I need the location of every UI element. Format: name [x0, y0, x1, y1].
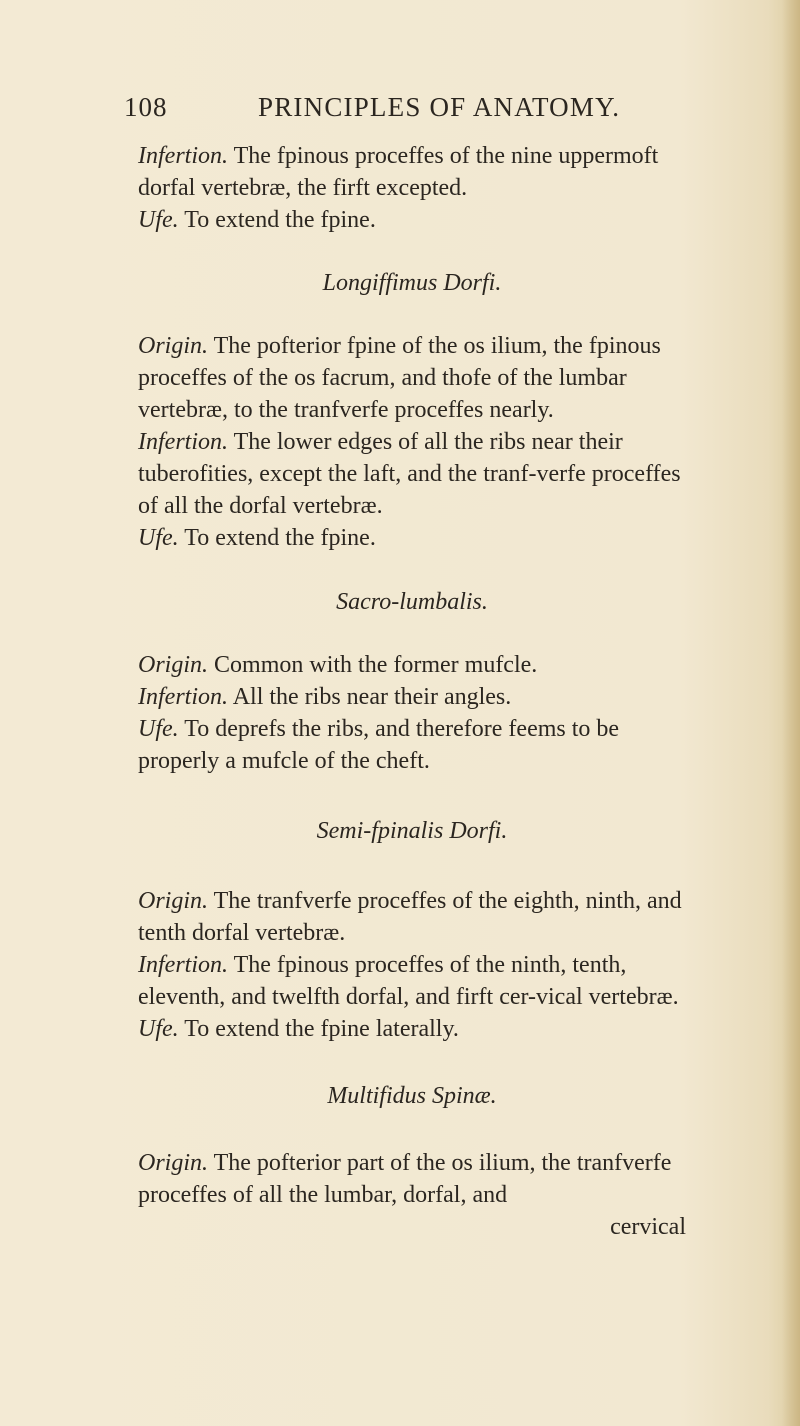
use-label: Ufe.: [138, 525, 179, 551]
origin-text: The pofterior fpine of the os ilium, the fpinous proceffes of the os facrum, and thofe of the lumbar vertebræ, to the tranfverfe proceffes nearly.: [138, 333, 661, 423]
use-paragraph: [138, 713, 686, 777]
section-heading: Multifidus Spinæ.: [327, 1083, 497, 1109]
section-heading: Sacro-lumbalis.: [336, 589, 488, 615]
insertion-paragraph: [138, 426, 686, 522]
use-text: To deprefs the ribs, and therefore feems to be properly a mufcle of the cheft.: [138, 716, 620, 774]
use-text: To extend the fpine.: [184, 207, 376, 233]
insertion-text: All the ribs near their angles.: [232, 684, 512, 710]
origin-text: The tranfverfe proceffes of the eighth, ninth, and tenth dorfal vertebræ.: [138, 888, 682, 946]
insertion-label: Infertion.: [138, 684, 228, 710]
origin-label: Origin.: [138, 888, 209, 914]
origin-paragraph: [138, 649, 686, 681]
use-text: To extend the fpine.: [184, 525, 376, 551]
use-paragraph: [138, 1013, 686, 1045]
origin-text: Common with the former mufcle.: [214, 652, 538, 678]
origin-paragraph: [138, 1147, 686, 1211]
insertion-label: Infertion.: [138, 429, 228, 455]
use-label: Ufe.: [138, 207, 179, 233]
insertion-label: Infertion.: [138, 143, 228, 169]
origin-label: Origin.: [138, 1150, 209, 1176]
insertion-text: The fpinous proceffes of the nine uppermoft dorfal vertebræ, the firft excepted.: [138, 143, 659, 201]
running-title: PRINCIPLES OF ANATOMY.: [258, 92, 621, 122]
catchword: cervical: [610, 1214, 686, 1240]
use-paragraph: [138, 522, 686, 554]
page-edge-shadow: [782, 0, 800, 1426]
intro-insertion: [138, 140, 686, 204]
page-body: [138, 140, 686, 1243]
origin-label: Origin.: [138, 652, 209, 678]
origin-paragraph: [138, 330, 686, 426]
origin-label: Origin.: [138, 333, 209, 359]
section-heading: Semi-fpinalis Dorfi.: [316, 818, 508, 844]
insertion-text: The fpinous proceffes of the ninth, tenth, eleventh, and twelfth dorfal, and firft cer-vical vertebræ.: [138, 952, 679, 1010]
insertion-paragraph: [138, 681, 686, 713]
origin-paragraph: [138, 885, 686, 949]
insertion-text: The lower edges of all the ribs near their tuberofities, except the laft, and the tranf-verfe proceffes of all the dorfal vertebræ.: [138, 429, 681, 519]
use-label: Ufe.: [138, 716, 179, 742]
insertion-label: Infertion.: [138, 952, 228, 978]
insertion-paragraph: [138, 949, 686, 1013]
use-label: Ufe.: [138, 1016, 179, 1042]
use-text: To extend the fpine laterally.: [184, 1016, 459, 1042]
section-heading: Longiffimus Dorfi.: [322, 270, 502, 296]
running-header: [124, 92, 684, 132]
page-number: 108: [124, 92, 168, 122]
origin-text: The pofterior part of the os ilium, the tranfverfe proceffes of all the lumbar, dorfal, and: [138, 1150, 672, 1208]
intro-use: [138, 204, 686, 236]
